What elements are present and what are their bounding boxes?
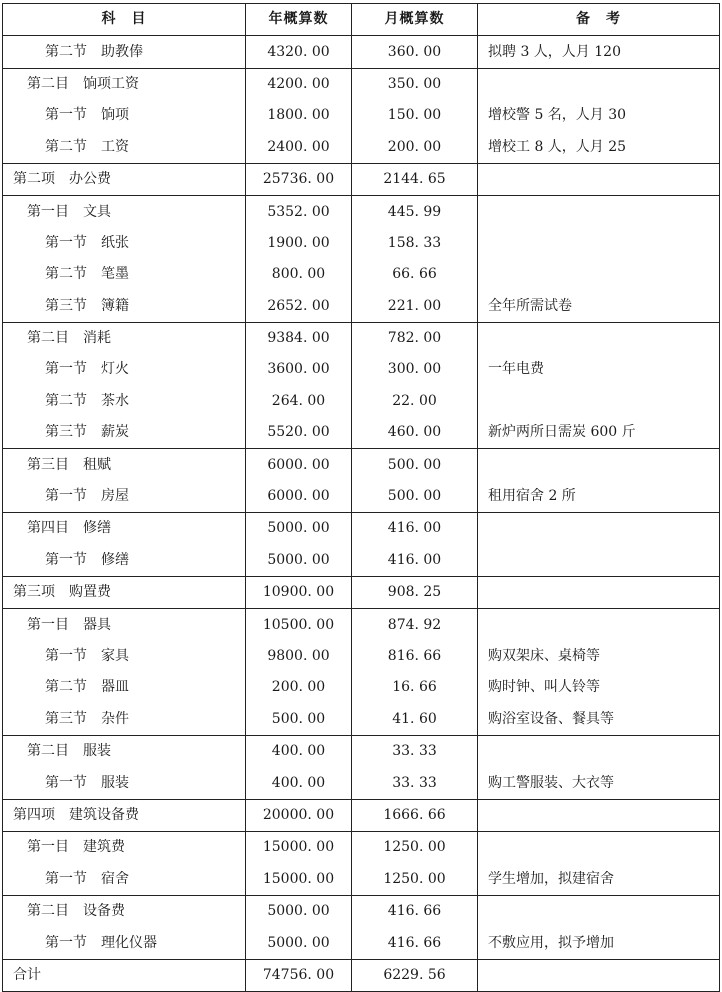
row-remarks: 增校警 5 名，人月 30 (478, 100, 720, 131)
row-remarks (478, 196, 720, 228)
budget-table (2, 3, 720, 992)
table-row (3, 68, 720, 100)
row-remarks: 全年所需试卷 (478, 291, 720, 323)
row-remarks (478, 449, 720, 481)
header-subject: 科 目 (3, 4, 246, 36)
row-remarks (478, 832, 720, 864)
row-remarks: 增校工 8 人，人月 25 (478, 132, 720, 164)
row-remarks (478, 577, 720, 609)
row-monthly: 22. 00 (352, 386, 478, 417)
header-monthly: 月概算数 (352, 4, 478, 36)
row-annual: 10500. 00 (246, 609, 352, 641)
table-row (3, 291, 720, 323)
row-subject: 第一节 灯火 (3, 354, 246, 385)
table-row (3, 799, 720, 831)
row-subject: 第四项 建筑设备费 (3, 799, 246, 831)
table-body (3, 36, 720, 992)
row-subject: 第二目 消耗 (3, 322, 246, 354)
row-subject: 第四目 修缮 (3, 513, 246, 545)
row-monthly: 41. 60 (352, 704, 478, 736)
row-subject: 第一节 宿舍 (3, 864, 246, 896)
row-remarks (478, 959, 720, 991)
row-subject: 第二节 助教俸 (3, 36, 246, 68)
row-monthly: 221. 00 (352, 291, 478, 323)
table-row (3, 832, 720, 864)
row-monthly: 1250. 00 (352, 864, 478, 896)
row-monthly: 460. 00 (352, 417, 478, 449)
row-remarks (478, 163, 720, 195)
row-subject: 第一节 服装 (3, 767, 246, 799)
row-subject: 第一节 修缮 (3, 545, 246, 577)
row-subject: 第一节 理化仪器 (3, 927, 246, 959)
row-subject: 第一目 建筑费 (3, 832, 246, 864)
row-monthly: 2144. 65 (352, 163, 478, 195)
header-annual: 年概算数 (246, 4, 352, 36)
row-subject: 第一目 器具 (3, 609, 246, 641)
row-remarks (478, 68, 720, 100)
row-remarks: 不敷应用，拟予增加 (478, 927, 720, 959)
table-row (3, 959, 720, 991)
row-subject: 第一节 家具 (3, 641, 246, 672)
table-row (3, 196, 720, 228)
row-subject: 第二目 饷项工资 (3, 68, 246, 100)
table-row (3, 163, 720, 195)
row-monthly: 445. 99 (352, 196, 478, 228)
row-remarks: 购时钟、叫人铃等 (478, 672, 720, 703)
row-annual: 5352. 00 (246, 196, 352, 228)
row-monthly: 1666. 66 (352, 799, 478, 831)
row-monthly: 16. 66 (352, 672, 478, 703)
row-remarks (478, 322, 720, 354)
table-row (3, 577, 720, 609)
table-row (3, 641, 720, 672)
row-subject: 第二节 器皿 (3, 672, 246, 703)
table-row (3, 132, 720, 164)
table-header-row (3, 4, 720, 36)
table-row (3, 545, 720, 577)
row-remarks: 购工警服装、大衣等 (478, 767, 720, 799)
row-annual: 15000. 00 (246, 864, 352, 896)
row-subject: 第一节 饷项 (3, 100, 246, 131)
row-annual: 5000. 00 (246, 895, 352, 927)
row-annual: 6000. 00 (246, 449, 352, 481)
row-remarks (478, 895, 720, 927)
table-row (3, 927, 720, 959)
row-monthly: 874. 92 (352, 609, 478, 641)
row-monthly: 416. 00 (352, 513, 478, 545)
row-annual: 1900. 00 (246, 228, 352, 259)
row-subject: 第一节 房屋 (3, 481, 246, 513)
row-monthly: 350. 00 (352, 68, 478, 100)
row-monthly: 360. 00 (352, 36, 478, 68)
row-remarks (478, 799, 720, 831)
row-subject: 第二目 服装 (3, 735, 246, 767)
row-subject: 第二节 笔墨 (3, 259, 246, 290)
row-annual: 9800. 00 (246, 641, 352, 672)
row-monthly: 816. 66 (352, 641, 478, 672)
row-monthly: 416. 66 (352, 895, 478, 927)
row-monthly: 33. 33 (352, 767, 478, 799)
row-monthly: 158. 33 (352, 228, 478, 259)
row-remarks (478, 545, 720, 577)
row-annual: 3600. 00 (246, 354, 352, 385)
table-row (3, 672, 720, 703)
table-row (3, 322, 720, 354)
row-subject: 第二节 工资 (3, 132, 246, 164)
table-row (3, 767, 720, 799)
row-subject: 合计 (3, 959, 246, 991)
row-remarks (478, 228, 720, 259)
row-annual: 10900. 00 (246, 577, 352, 609)
row-annual: 5000. 00 (246, 513, 352, 545)
row-remarks (478, 735, 720, 767)
row-annual: 74756. 00 (246, 959, 352, 991)
table-row (3, 481, 720, 513)
row-annual: 4320. 00 (246, 36, 352, 68)
table-row (3, 100, 720, 131)
table-row (3, 449, 720, 481)
row-annual: 15000. 00 (246, 832, 352, 864)
table-row (3, 513, 720, 545)
row-monthly: 300. 00 (352, 354, 478, 385)
row-annual: 5520. 00 (246, 417, 352, 449)
row-monthly: 33. 33 (352, 735, 478, 767)
row-annual: 200. 00 (246, 672, 352, 703)
row-remarks: 购浴室设备、餐具等 (478, 704, 720, 736)
row-subject: 第二目 设备费 (3, 895, 246, 927)
row-remarks: 租用宿舍 2 所 (478, 481, 720, 513)
table-row (3, 895, 720, 927)
row-subject: 第三项 购置费 (3, 577, 246, 609)
table-row (3, 417, 720, 449)
row-monthly: 416. 00 (352, 545, 478, 577)
row-remarks (478, 513, 720, 545)
row-annual: 500. 00 (246, 704, 352, 736)
row-annual: 2652. 00 (246, 291, 352, 323)
row-annual: 9384. 00 (246, 322, 352, 354)
row-remarks (478, 609, 720, 641)
table-row (3, 259, 720, 290)
row-annual: 400. 00 (246, 735, 352, 767)
row-monthly: 200. 00 (352, 132, 478, 164)
row-monthly: 500. 00 (352, 449, 478, 481)
row-monthly: 782. 00 (352, 322, 478, 354)
row-remarks: 学生增加，拟建宿舍 (478, 864, 720, 896)
row-monthly: 416. 66 (352, 927, 478, 959)
row-annual: 4200. 00 (246, 68, 352, 100)
row-subject: 第三节 杂件 (3, 704, 246, 736)
row-subject: 第一节 纸张 (3, 228, 246, 259)
row-annual: 1800. 00 (246, 100, 352, 131)
table-row (3, 609, 720, 641)
row-remarks: 购双架床、桌椅等 (478, 641, 720, 672)
table-row (3, 386, 720, 417)
row-annual: 264. 00 (246, 386, 352, 417)
row-annual: 400. 00 (246, 767, 352, 799)
row-monthly: 1250. 00 (352, 832, 478, 864)
table-row (3, 864, 720, 896)
row-annual: 5000. 00 (246, 545, 352, 577)
row-remarks: 拟聘 3 人，人月 120 (478, 36, 720, 68)
row-remarks (478, 259, 720, 290)
row-subject: 第一目 文具 (3, 196, 246, 228)
row-subject: 第三节 薪炭 (3, 417, 246, 449)
table-row (3, 354, 720, 385)
row-remarks: 新炉两所日需炭 600 斤 (478, 417, 720, 449)
row-annual: 6000. 00 (246, 481, 352, 513)
row-remarks (478, 386, 720, 417)
row-remarks: 一年电费 (478, 354, 720, 385)
row-subject: 第二节 茶水 (3, 386, 246, 417)
table-row (3, 704, 720, 736)
row-subject: 第三目 租赋 (3, 449, 246, 481)
table-row (3, 228, 720, 259)
row-monthly: 150. 00 (352, 100, 478, 131)
row-monthly: 66. 66 (352, 259, 478, 290)
row-subject: 第三节 簿籍 (3, 291, 246, 323)
row-annual: 20000. 00 (246, 799, 352, 831)
table-row (3, 735, 720, 767)
row-monthly: 908. 25 (352, 577, 478, 609)
row-annual: 2400. 00 (246, 132, 352, 164)
row-monthly: 500. 00 (352, 481, 478, 513)
row-subject: 第二项 办公费 (3, 163, 246, 195)
row-annual: 800. 00 (246, 259, 352, 290)
row-annual: 5000. 00 (246, 927, 352, 959)
row-annual: 25736. 00 (246, 163, 352, 195)
row-monthly: 6229. 56 (352, 959, 478, 991)
table-row (3, 36, 720, 68)
header-remarks: 备 考 (478, 4, 720, 36)
